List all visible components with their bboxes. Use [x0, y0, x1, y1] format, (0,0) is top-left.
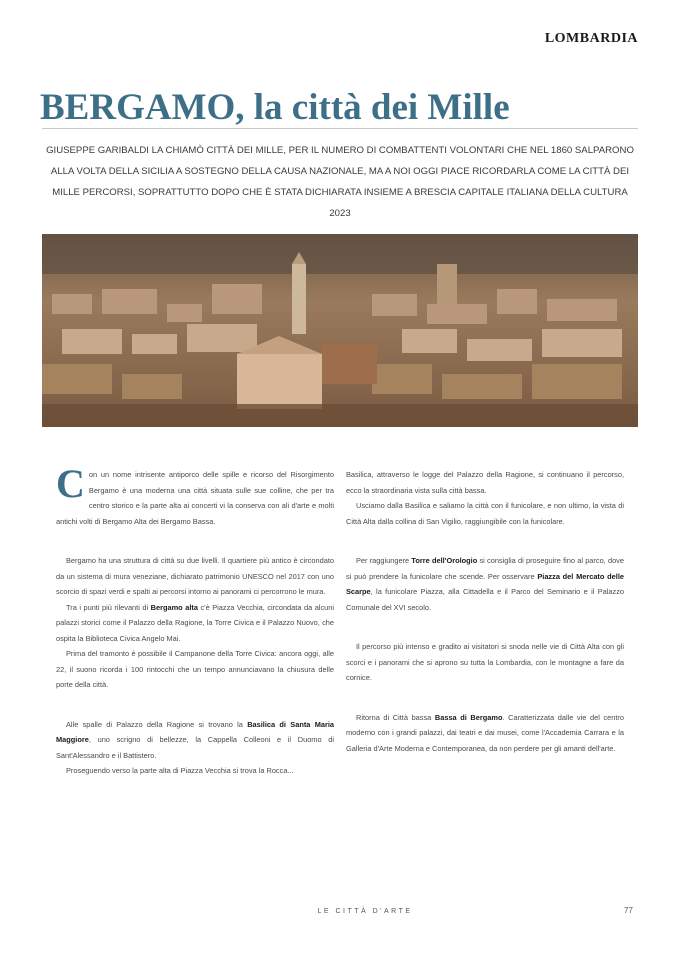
highlight-place: Piazza del Mercato delle Scarpe — [346, 571, 624, 596]
paragraph-text: . Caratterizzata dalle vie del centro moderno con i grandi palazzi, dai teatri e dai musei, come l'Accademia Carrara e la Galleria d'Arte Moderna e Contemporanea, da non perdere per gli amanti dell'arte. — [346, 712, 624, 753]
highlight-place: Bergamo alta — [150, 602, 198, 612]
paragraph — [56, 717, 334, 764]
highlight-place: Bassa di Bergamo — [434, 712, 503, 722]
paragraph: Il percorso più intenso e gradito ai visitatori si snoda nelle vie di Città Alta con gli scorci e i panorami che si aprono su tutta la Lombardia, con le montagne a fare da cornice. — [346, 642, 624, 682]
paragraph-text: Per raggiungere — [356, 556, 412, 565]
footer-section-title: LE CITTÀ D'ARTE — [317, 908, 413, 915]
drop-cap: C — [56, 461, 85, 506]
paragraph: Bergamo ha una struttura di città su due livelli. Il quartiere più antico è circondato da un sistema di mura veneziane, dichiarato patrimonio UNESCO nel 2017 con uno scorcio di spazi verdi e spalti ai percorsi intorno ai panorami ci percorrono le mura. — [56, 556, 334, 596]
article-title: BERGAMO, la città dei Mille — [40, 87, 510, 128]
paragraph — [56, 600, 334, 647]
paragraph-text: on un nome intrisente antiporco delle spille e ricorso del Risorgimento Bergamo è una moderna una città situata sulle sue colline, che per tra centro storico e la parte alta ai concerti vi la conserva con ali d'arte e molti antichi volti di Bergamo Alta dei Bergamo Bassa. — [56, 470, 334, 526]
paragraph-text: Ritorna di Città bassa — [356, 712, 435, 722]
paragraph-text: , uno scrigno di bellezze, la Cappella Colleoni e il Duomo di Sant'Alessandro e il Battistero. — [56, 735, 334, 760]
city-photo — [42, 234, 638, 427]
article-subtitle: GIUSEPPE GARIBALDI LA CHIAMÒ CITTÀ DEI MILLE, PER IL NUMERO DI COMBATTENTI VOLONTARI CHE NEL 1860 SALPARONO ALLA VOLTA DELLA SICILIA A SOSTEGNO DELLA CAUSA NAZIONALE, MA A NOI OGGI PIACE RICORDARLA COME LA CITTÀ DEI MILLE PERCORSI, SOPRATTUTTO DOPO CHE È STATA DICHIARATA INSIEME A BRESCIA CAPITALE ITALIANA DELLA CULTURA 2023 — [46, 145, 634, 219]
paragraph-text: Tra i punti più rilevanti di — [66, 602, 151, 612]
paragraph: Basilica, attraverso le logge del Palazzo della Ragione, si continuano il percorso, ecco la straordinaria vista sulla città bassa. — [346, 470, 624, 495]
paragraph-text: Alle spalle di Palazzo della Ragione si trovano la — [66, 719, 248, 729]
paragraph-text: , la funicolare Piazza, alla Cittadella e il Parco del Seminario e il Palazzo Comunale del XVI secolo. — [346, 587, 624, 612]
article-column-left — [56, 461, 335, 779]
paragraph — [56, 461, 334, 529]
paragraph-text: c'è Piazza Vecchia, circondata da alcuni palazzi storici come il Palazzo della Ragione, la Torre Civica e il Palazzo Nuovo, che ospita la Biblioteca Civica Angelo Mai. — [56, 602, 335, 643]
title-divider — [42, 128, 638, 129]
article-column-right — [346, 467, 624, 756]
paragraph: Proseguendo verso la parte alta di Piazza Vecchia si trova la Rocca... — [66, 766, 294, 775]
paragraph: Prima del tramonto è possibile il Campanone della Torre Civica: ancora oggi, alle 22, il suono ricorda i 100 rintocchi che un tempo annunciavano la chiusura delle porte della città. — [56, 649, 334, 689]
paragraph: Usciamo dalla Basilica e saliamo la città con il funicolare, e non ultimo, la vista di Città Alta dalla collina di San Vigilio, raggiungibile con la funicolare. — [346, 501, 624, 526]
section-label: LOMBARDIA — [544, 31, 638, 46]
paragraph — [346, 710, 624, 757]
paragraph — [346, 553, 624, 615]
paragraph-text: si consiglia di proseguire fino al parco, dove si può prendere la funicolare che scende. Per osservare — [346, 556, 624, 581]
highlight-place: Basilica di Santa Maria Maggiore — [56, 719, 334, 744]
highlight-place: Torre dell'Orologio — [411, 556, 478, 565]
page-number: 77 — [624, 906, 633, 915]
